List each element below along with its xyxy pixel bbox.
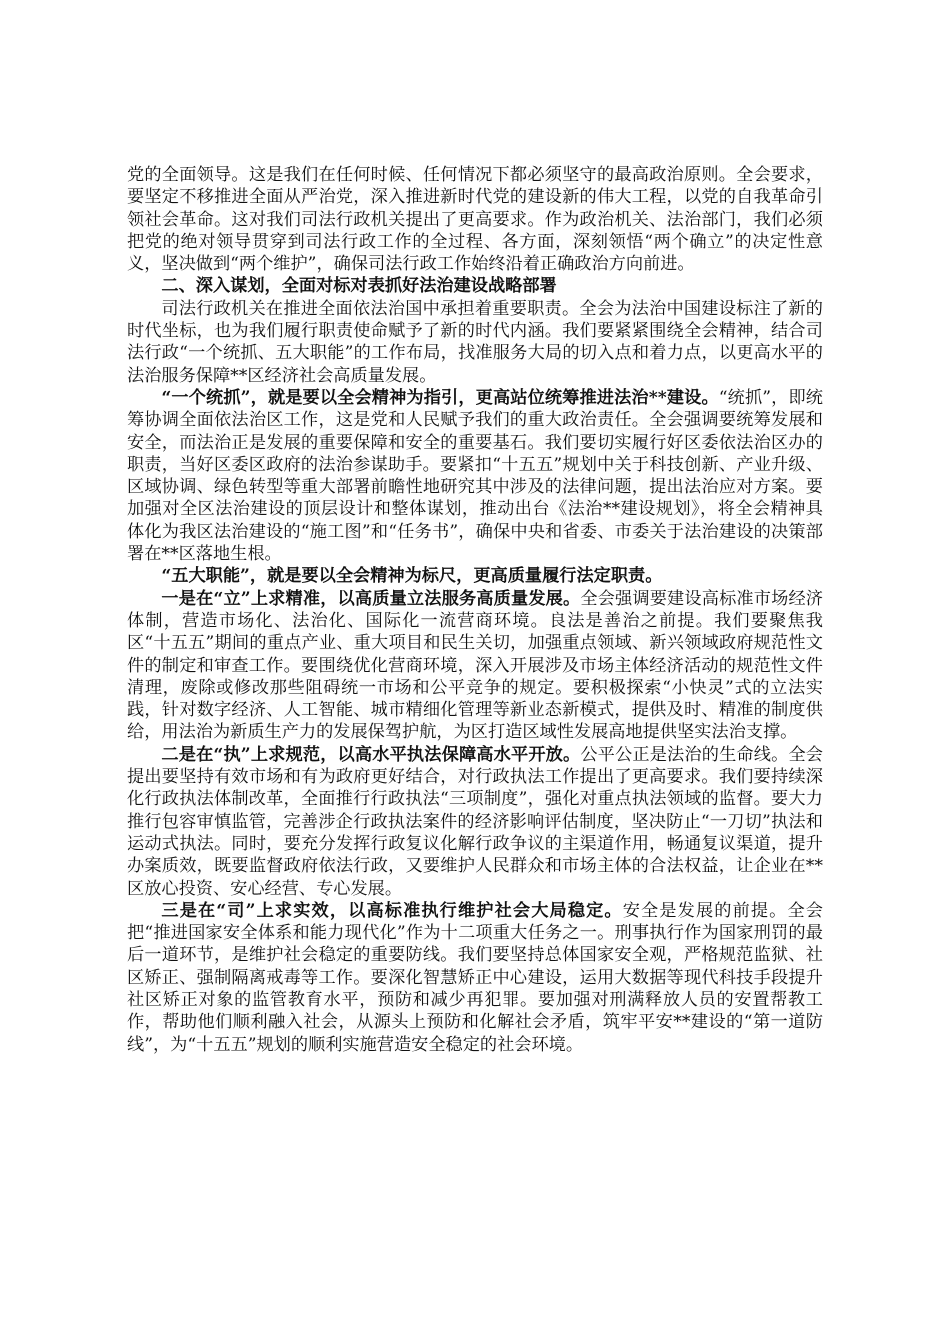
paragraph-section-intro — [127, 298, 823, 387]
paragraph-text: 全会强调要建设高标准市场经济体制，营造市场化、法治化、国际化一流营商环境。良法是善治之前提。我们要聚焦我区“十五五”期间的重点产业、重大项目和民生关切，加强重点领域、新兴领域政府规范性文件的制定和审查工作。要围绕优化营商环境，深入开展涉及市场主体经济活动的规范性文件清理，废除或修改那些阻碍统一市场和公平竞争的规定。要积极探索“小快灵”式的立法实践，针对数字经济、人工智能、城市精细化管理等新业态新模式，提供及时、精准的制度供给，用法治为新质生产力的发展保驾护航，为区打造区域性发展高地提供坚实法治支撑。 — [127, 588, 823, 743]
paragraph-bold-lead: 三是在“司”上求实效，以高标准执行维护社会大局稳定。 — [161, 900, 623, 921]
paragraph-judicial-execution — [127, 900, 823, 1056]
paragraph-text: 安全是发展的前提。全会把“推进国家安全体系和能力现代化”作为十二项重大任务之一。刑事执行作为国家刑罚的最后一道环节，是维护社会稳定的重要防线。我们要坚持总体国家安全观，严格规范监狱、社区矫正、强制隔离戒毒等工作。要深化智慧矫正中心建设，运用大数据等现代科技手段提升社区矫正对象的监管教育水平，预防和减少再犯罪。要加强对刑满释放人员的安置帮教工作，帮助他们顺利融入社会，从源头上预防和化解社会矛盾，筑牢平安**建设的“第一道防线”，为“十五五”规划的顺利实施营造安全稳定的社会环境。 — [127, 900, 823, 1055]
document-body — [127, 164, 823, 1056]
heading-text: 二、深入谋划，全面对标对表抓好法治建设战略部署 — [161, 276, 557, 297]
paragraph-law-enforcement — [127, 744, 823, 900]
paragraph-bold-lead: “五大职能”，就是要以全会精神为标尺，更高质量履行法定职责。 — [161, 566, 663, 587]
paragraph-text: “统抓”，即统筹协调全面依法治区工作，这是党和人民赋予我们的重大政治责任。全会强调要统筹发展和安全，而法治正是发展的重要保障和安全的重要基石。我们要切实履行好区委依法治区办的职责，当好区委区政府的法治参谋助手。要紧扣“十五五”规划中关于科技创新、产业升级、区域协调、绿色转型等重大部署前瞻性地研究其中涉及的法律问题，提出法治应对方案。要加强对全区法治建设的顶层设计和整体谋划，推动出台《法治**建设规划》，将全会精神具体化为我区法治建设的“施工图”和“任务书”，确保中央和省委、市委关于法治建设的决策部署在**区落地生根。 — [127, 387, 823, 565]
paragraph-one-overall — [127, 387, 823, 565]
paragraph-text: 司法行政机关在推进全面依法治国中承担着重要职责。全会为法治中国建设标注了新的时代坐标，也为我们履行职责使命赋予了新的时代内涵。我们要紧紧围绕全会精神，结合司法行政“一个统抓、五大职能”的工作布局，找准服务大局的切入点和着力点，以更高水平的法治服务保障**区经济社会高质量发展。 — [127, 298, 823, 386]
paragraph-five-functions — [127, 565, 823, 587]
paragraph-bold-lead: 一是在“立”上求精准，以高质量立法服务高质量发展。 — [161, 588, 581, 609]
paragraph-text: 公平公正是法治的生命线。全会提出要坚持有效市场和有为政府更好结合，对行政执法工作提出了更高要求。我们要持续深化行政执法体制改革，全面推行行政执法“三项制度”，强化对重点执法领域的监督。要大力推行包容审慎监管，完善涉企行政执法案件的经济影响评估制度，坚决防止“一刀切”执法和运动式执法。同时，要充分发挥行政复议化解行政争议的主渠道作用，畅通复议渠道，提升办案质效，既要监督政府依法行政，又要维护人民群众和市场主体的合法权益，让企业在**区放心投资、安心经营、专心发展。 — [127, 744, 823, 899]
paragraph-bold-lead: 二是在“执”上求规范，以高水平执法保障高水平开放。 — [161, 744, 581, 765]
paragraph-party-leadership — [127, 164, 823, 275]
paragraph-legislation — [127, 588, 823, 744]
section-heading-2 — [127, 275, 823, 297]
paragraph-bold-lead: “一个统抓”，就是要以全会精神为指引，更高站位统筹推进法治**建设。 — [161, 387, 719, 408]
paragraph-text: 党的全面领导。这是我们在任何时候、任何情况下都必须坚守的最高政治原则。全会要求，要坚定不移推进全面从严治党，深入推进新时代党的建设新的伟大工程，以党的自我革命引领社会革命。这对我们司法行政机关提出了更高要求。作为政治机关、法治部门，我们必须把党的绝对领导贯穿到司法行政工作的全过程、各方面，深刻领悟“两个确立”的决定性意义，坚决做到“两个维护”，确保司法行政工作始终沿着正确政治方向前进。 — [127, 165, 823, 275]
